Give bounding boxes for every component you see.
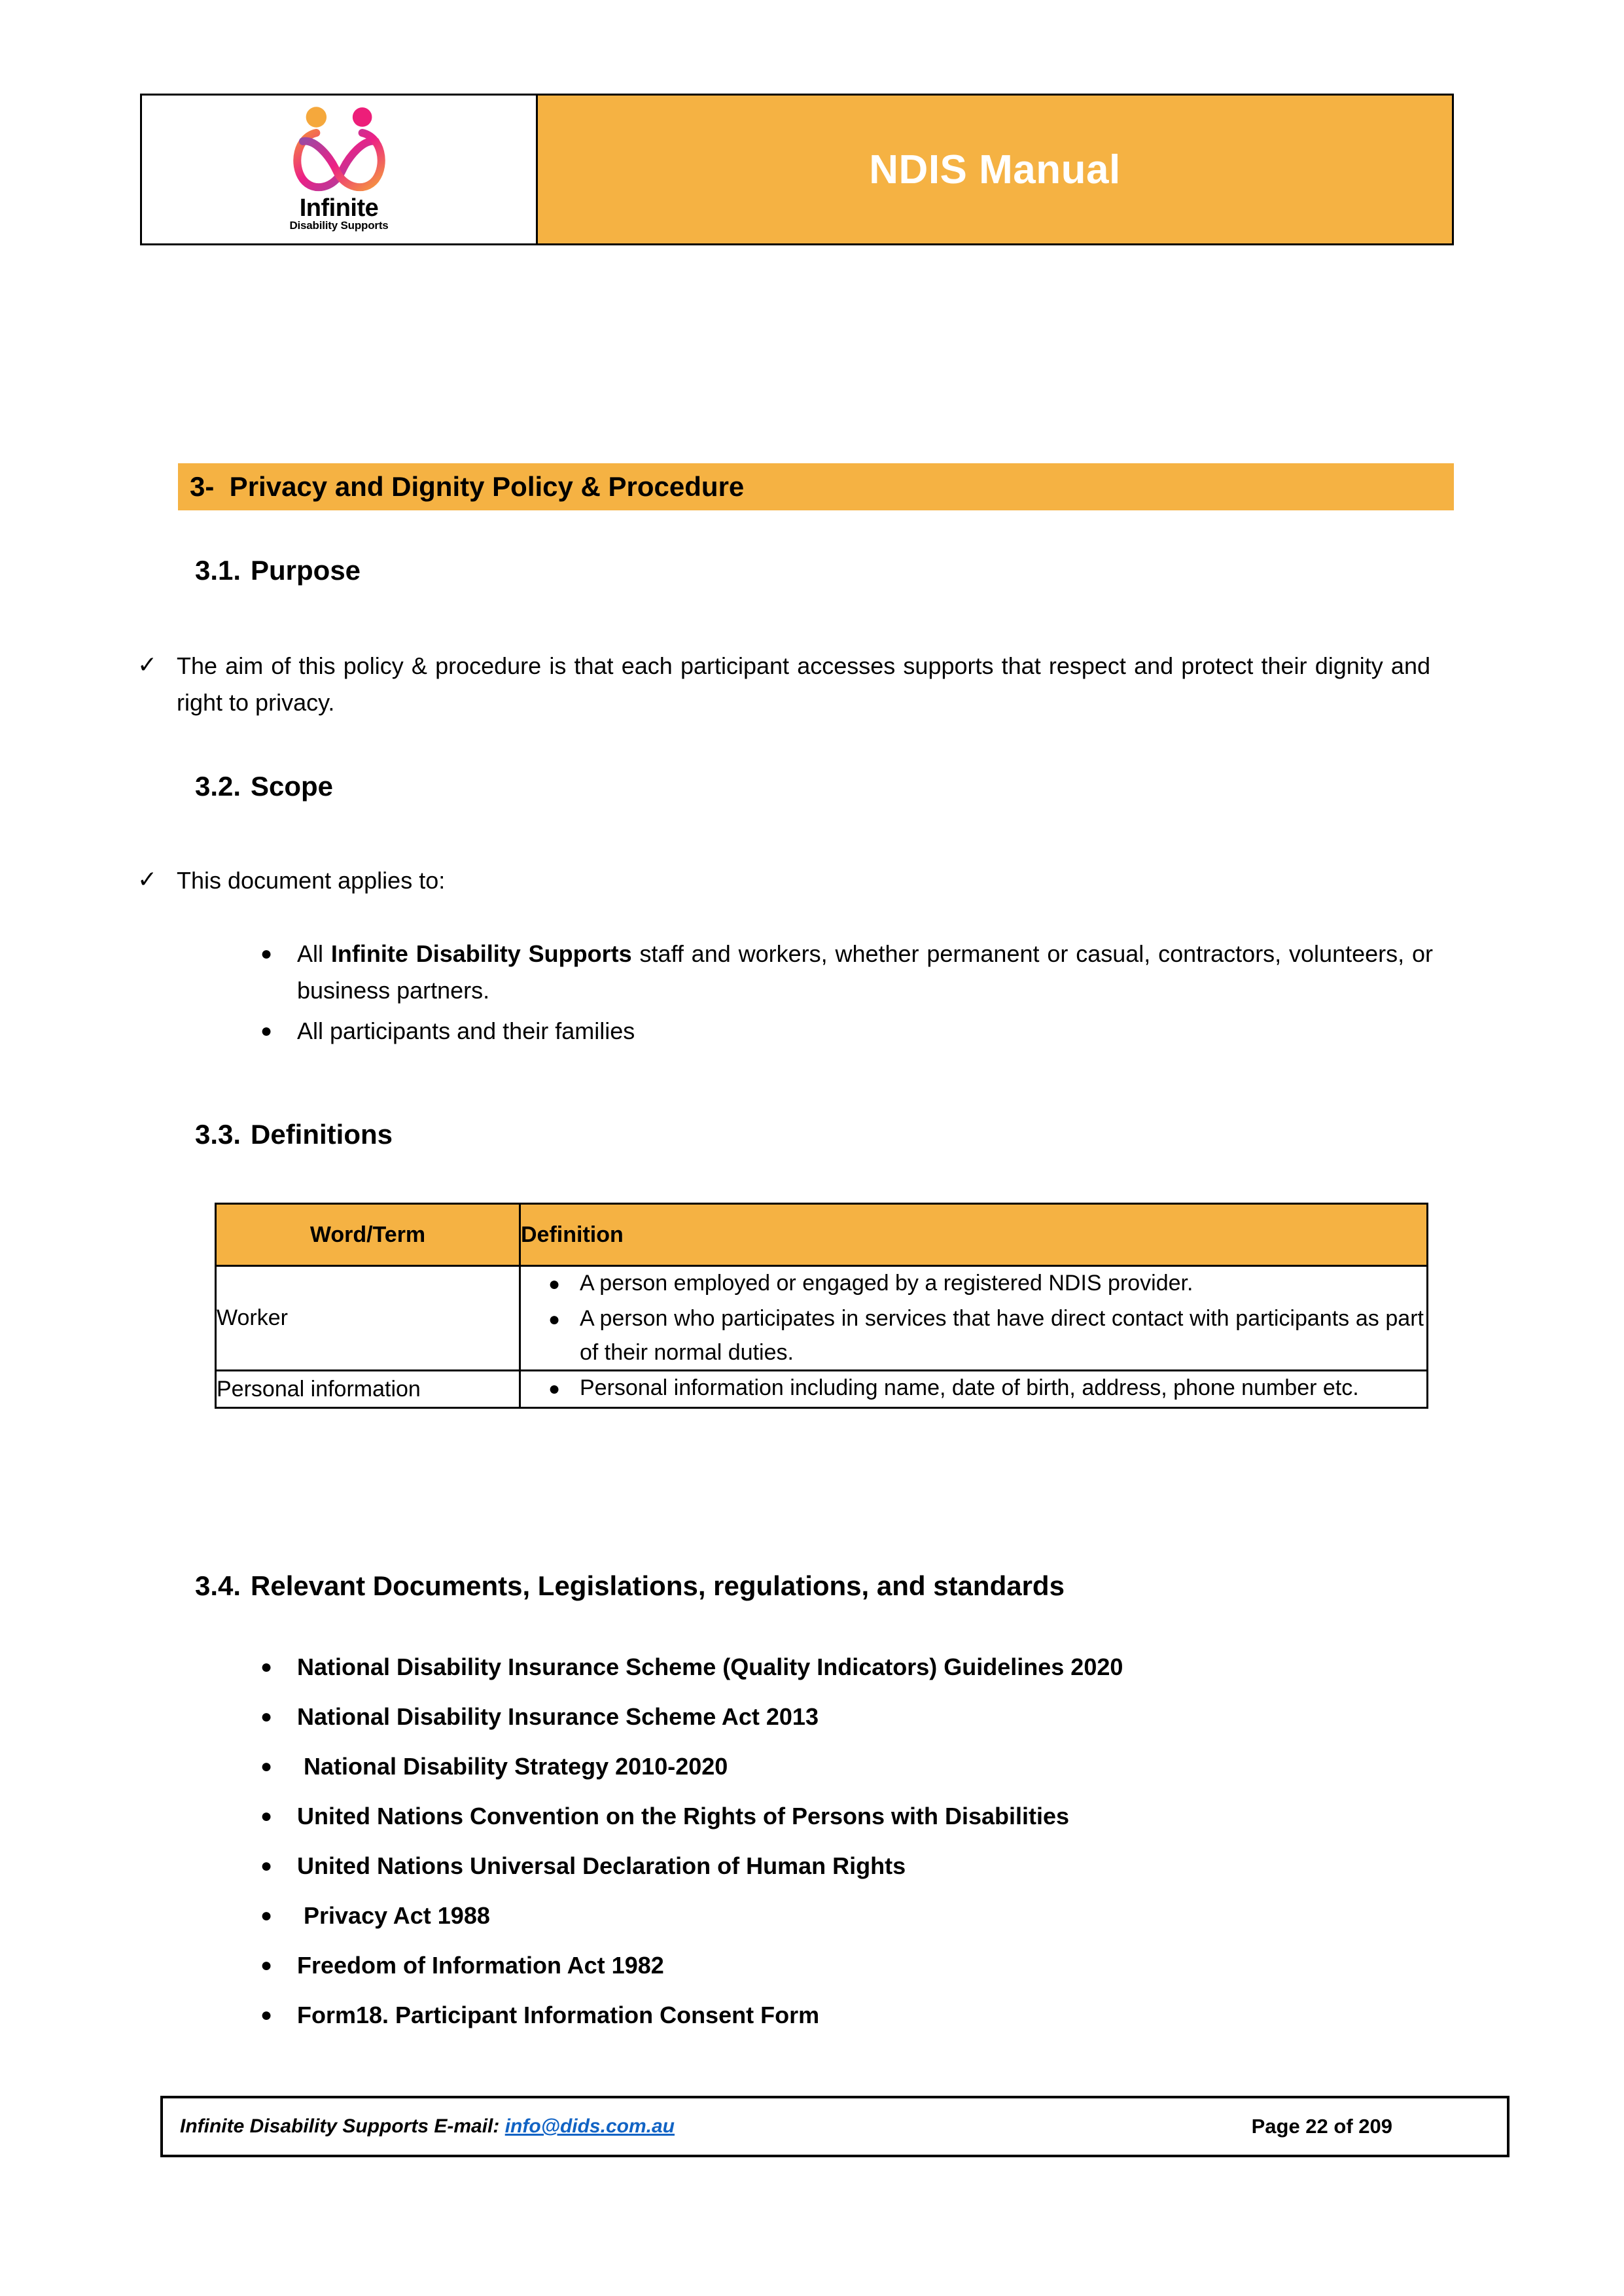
footer-org-text: Infinite Disability Supports E-mail:: [180, 2115, 505, 2137]
heading-relevant-documents: [195, 1570, 1065, 1602]
list-item: [255, 1798, 1426, 1835]
table-row: [216, 1266, 1428, 1371]
bullet-icon: ●: [260, 1019, 273, 1042]
heading-scope-title: Scope: [251, 771, 334, 802]
table-header-row: [216, 1204, 1428, 1266]
logo-wordmark: Infinite: [299, 194, 379, 222]
document-header: [140, 94, 1454, 245]
list-item: [521, 1267, 1426, 1302]
heading-scope: [195, 771, 333, 802]
bullet-icon: ●: [260, 1656, 273, 1678]
infinity-people-logo-icon: [279, 103, 400, 195]
definitions-table: [215, 1203, 1428, 1409]
scope-check-text: This document applies to:: [177, 867, 446, 894]
bullet-icon: ●: [548, 1378, 561, 1400]
column-header-definition: Definition: [520, 1204, 1428, 1266]
definition-bullet-1: A person who participates in services that have direct contact with participants as part of their normal duties.: [580, 1306, 1424, 1365]
scope-bullet-1: All participants and their families: [297, 1017, 635, 1044]
heading-purpose: [195, 555, 361, 586]
relevant-document-1: National Disability Insurance Scheme Act 2013: [297, 1703, 819, 1730]
list-item: [255, 1947, 1426, 1984]
header-title-cell: [538, 94, 1454, 245]
scope-check-item: [128, 862, 1430, 899]
section-heading-label: 3- Privacy and Dignity Policy & Procedure: [190, 471, 745, 502]
definitions-table-body: [216, 1266, 1428, 1408]
definition-bullet-0: A person employed or engaged by a registered NDIS provider.: [580, 1271, 1193, 1296]
cell-term-worker: Worker: [216, 1266, 520, 1371]
heading-scope-number: 3.2.: [195, 771, 241, 802]
scope-bullet-list: [255, 936, 1433, 1050]
relevant-document-4: United Nations Universal Declaration of Human Rights: [297, 1852, 906, 1879]
list-item: [255, 1748, 1426, 1785]
list-item: [255, 1997, 1426, 2034]
heading-purpose-number: 3.1.: [195, 555, 241, 586]
bullet-icon: ●: [260, 943, 273, 964]
cell-definition-worker: [520, 1266, 1428, 1371]
relevant-document-6: Freedom of Information Act 1982: [297, 1952, 664, 1979]
list-item: [255, 936, 1433, 1009]
heading-purpose-title: Purpose: [251, 555, 361, 586]
bullet-icon: ●: [260, 2004, 273, 2026]
heading-definitions-number: 3.3.: [195, 1119, 241, 1150]
check-icon: ✓: [137, 866, 158, 892]
list-item: [521, 1302, 1426, 1369]
definition-bullet-0: Personal information including name, date of birth, address, phone number etc.: [580, 1375, 1359, 1401]
bullet-icon: ●: [260, 1706, 273, 1727]
document-title: NDIS Manual: [869, 147, 1121, 192]
check-icon: ✓: [137, 651, 158, 678]
bullet-icon: ●: [260, 1905, 273, 1926]
bullet-icon: ●: [548, 1309, 561, 1330]
relevant-documents-bullet-list: [255, 1649, 1426, 2034]
bullet-icon: ●: [260, 1855, 273, 1877]
logo-tagline: Disability Supports: [289, 219, 389, 232]
definitions-table-head: [216, 1204, 1428, 1266]
list-item: [255, 1898, 1426, 1934]
purpose-check-text: The aim of this policy & procedure is that each participant accesses supports that respect and protect their dignity and right to privacy.: [177, 652, 1430, 716]
relevant-document-3: United Nations Convention on the Rights of Persons with Disabilities: [297, 1803, 1070, 1829]
purpose-check-item: [128, 648, 1430, 721]
column-header-word-term: Word/Term: [216, 1204, 520, 1266]
company-logo: [257, 99, 421, 240]
heading-relevant-documents-number: 3.4.: [195, 1570, 241, 1601]
scope-bullet-0: All Infinite Disability Supports staff and workers, whether permanent or casual, contractors, volunteers, or business partners.: [297, 940, 1433, 1004]
bullet-icon: ●: [548, 1273, 561, 1295]
definition-bullet-list: [521, 1267, 1426, 1369]
bullet-icon: ●: [260, 1954, 273, 1976]
bullet-icon: ●: [260, 1756, 273, 1777]
heading-definitions: [195, 1119, 393, 1150]
list-item: [255, 1699, 1426, 1735]
heading-definitions-title: Definitions: [251, 1119, 393, 1150]
list-item: [255, 1649, 1426, 1686]
relevant-document-2: National Disability Strategy 2010-2020: [297, 1753, 728, 1780]
cell-term-personal-information: Personal information: [216, 1371, 520, 1408]
footer-org-line: [163, 2115, 675, 2138]
definition-bullet-list: [521, 1371, 1426, 1407]
footer-page-number: Page 22 of 209: [1251, 2115, 1392, 2138]
footer-email-link[interactable]: info@dids.com.au: [504, 2115, 675, 2137]
bullet-icon: ●: [260, 1805, 273, 1827]
list-item: [255, 1848, 1426, 1884]
header-logo-cell: [140, 94, 538, 245]
cell-definition-personal-information: [520, 1371, 1428, 1408]
relevant-document-5: Privacy Act 1988: [297, 1902, 490, 1929]
heading-relevant-documents-title: Relevant Documents, Legislations, regulations, and standards: [251, 1570, 1065, 1601]
section-heading-bar: [178, 463, 1454, 510]
list-item: [255, 1013, 1433, 1050]
document-footer: [160, 2096, 1509, 2157]
list-item: [521, 1371, 1426, 1407]
relevant-document-7: Form18. Participant Information Consent Form: [297, 2002, 820, 2028]
relevant-document-0: National Disability Insurance Scheme (Quality Indicators) Guidelines 2020: [297, 1653, 1123, 1680]
table-row: [216, 1371, 1428, 1408]
